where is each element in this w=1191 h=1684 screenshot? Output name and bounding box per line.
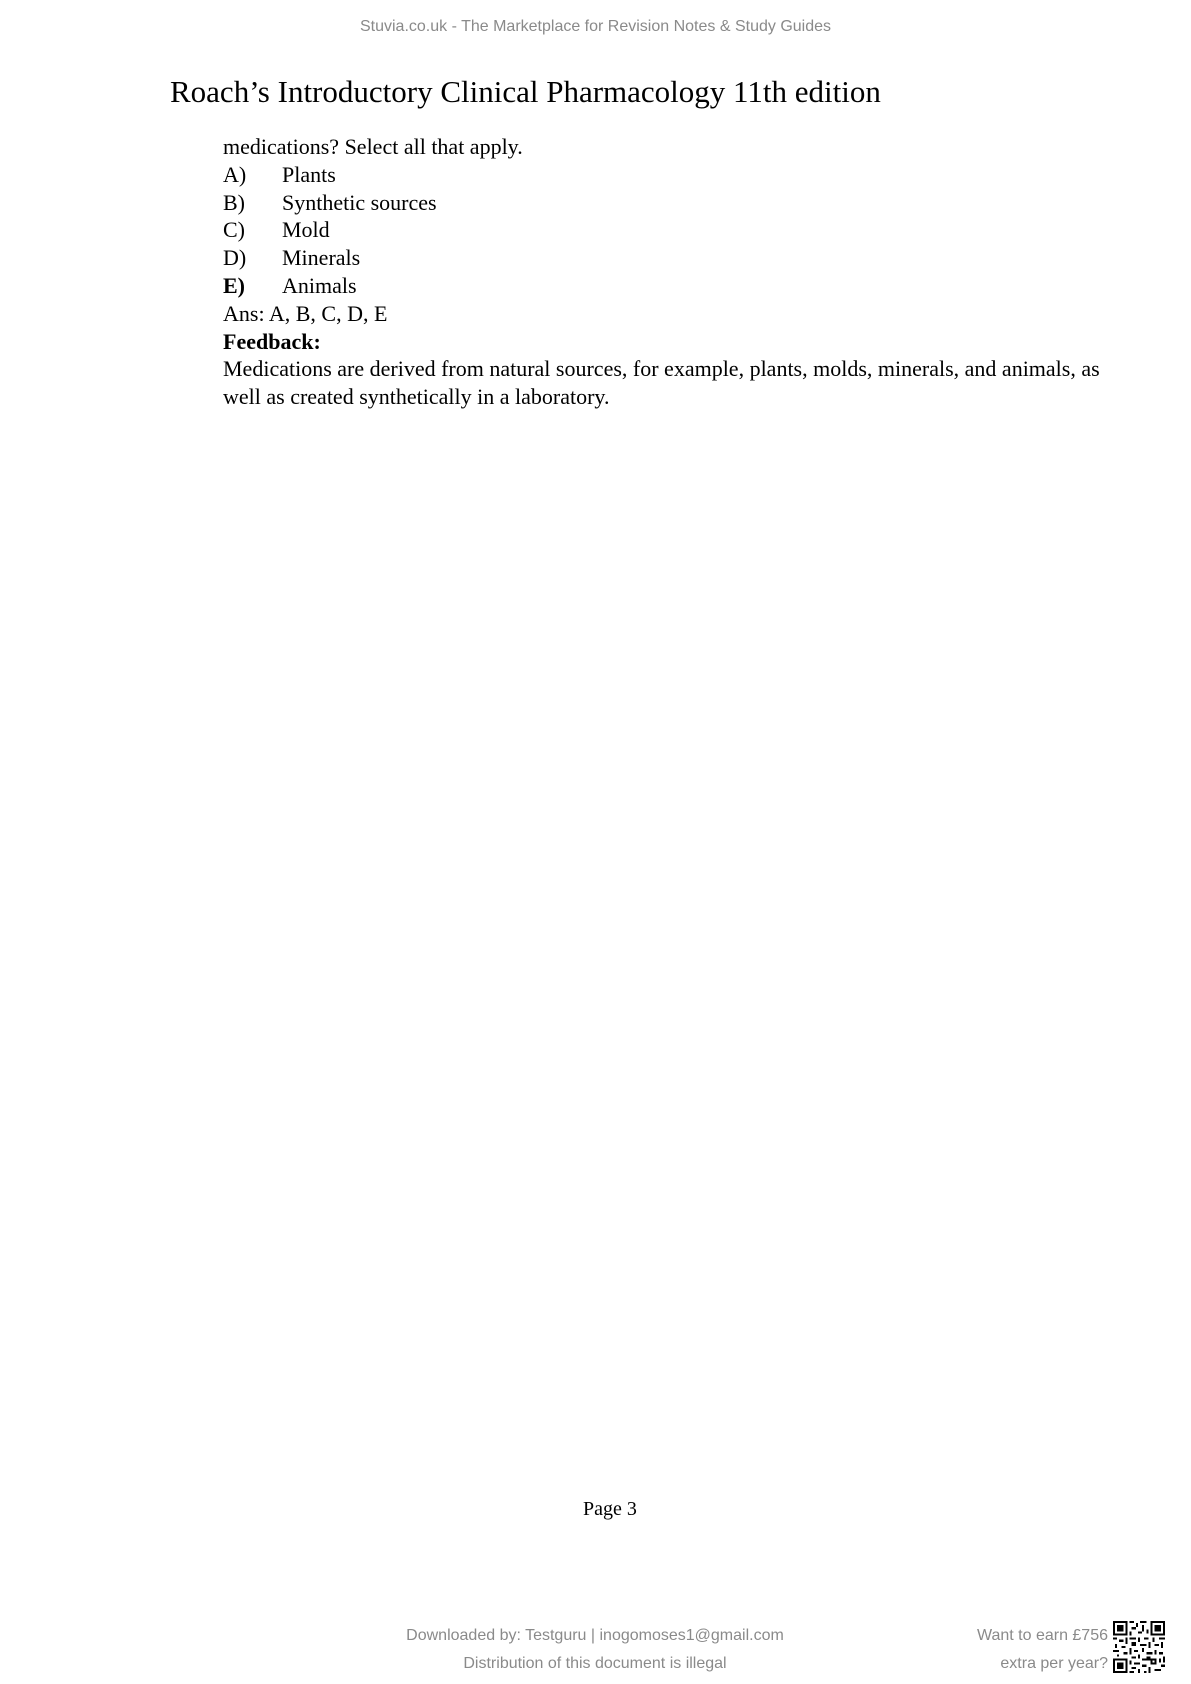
- document-title: Roach’s Introductory Clinical Pharmacology 11th edition: [170, 74, 881, 109]
- distribution-notice: Distribution of this document is illegal: [463, 1655, 727, 1672]
- downloaded-by-text: Downloaded by: Testguru | inogomoses1@gmail.com: [406, 1627, 784, 1644]
- answer-key: Ans: A, B, C, D, E: [223, 300, 388, 326]
- option-text: Plants: [282, 161, 336, 187]
- question-block: [223, 133, 1103, 411]
- stuvia-watermark-header: Stuvia.co.uk - The Marketplace for Revision Notes & Study Guides: [359, 18, 832, 35]
- qr-code-icon[interactable]: [1113, 1621, 1165, 1673]
- answer-option-e: [223, 272, 1103, 300]
- earn-promo-line1: Want to earn £756: [976, 1627, 1108, 1644]
- question-continuation: medications? Select all that apply.: [223, 134, 523, 159]
- option-letter: E): [223, 272, 245, 298]
- option-text: Synthetic sources: [282, 189, 437, 215]
- option-letter: D): [223, 245, 247, 271]
- feedback-heading: Feedback:: [223, 328, 321, 354]
- answer-option-a: [223, 161, 1103, 189]
- earn-promo-line2: extra per year?: [1000, 1655, 1108, 1672]
- footer-download-info: [360, 1622, 830, 1678]
- earn-promo[interactable]: [977, 1622, 1108, 1678]
- answer-option-b: [223, 189, 1103, 217]
- option-text: Mold: [282, 217, 330, 243]
- option-letter: B): [223, 189, 245, 215]
- option-text: Minerals: [282, 245, 361, 271]
- answer-option-c: [223, 216, 1103, 244]
- answer-option-d: [223, 244, 1103, 272]
- feedback-text: Medications are derived from natural sources, for example, plants, molds, minerals, and animals, as well as created synthetically in a laboratory.: [223, 356, 1100, 410]
- option-letter: A): [223, 161, 247, 187]
- option-letter: C): [223, 217, 245, 243]
- option-text: Animals: [282, 272, 357, 298]
- page-number: Page 3: [583, 1498, 637, 1520]
